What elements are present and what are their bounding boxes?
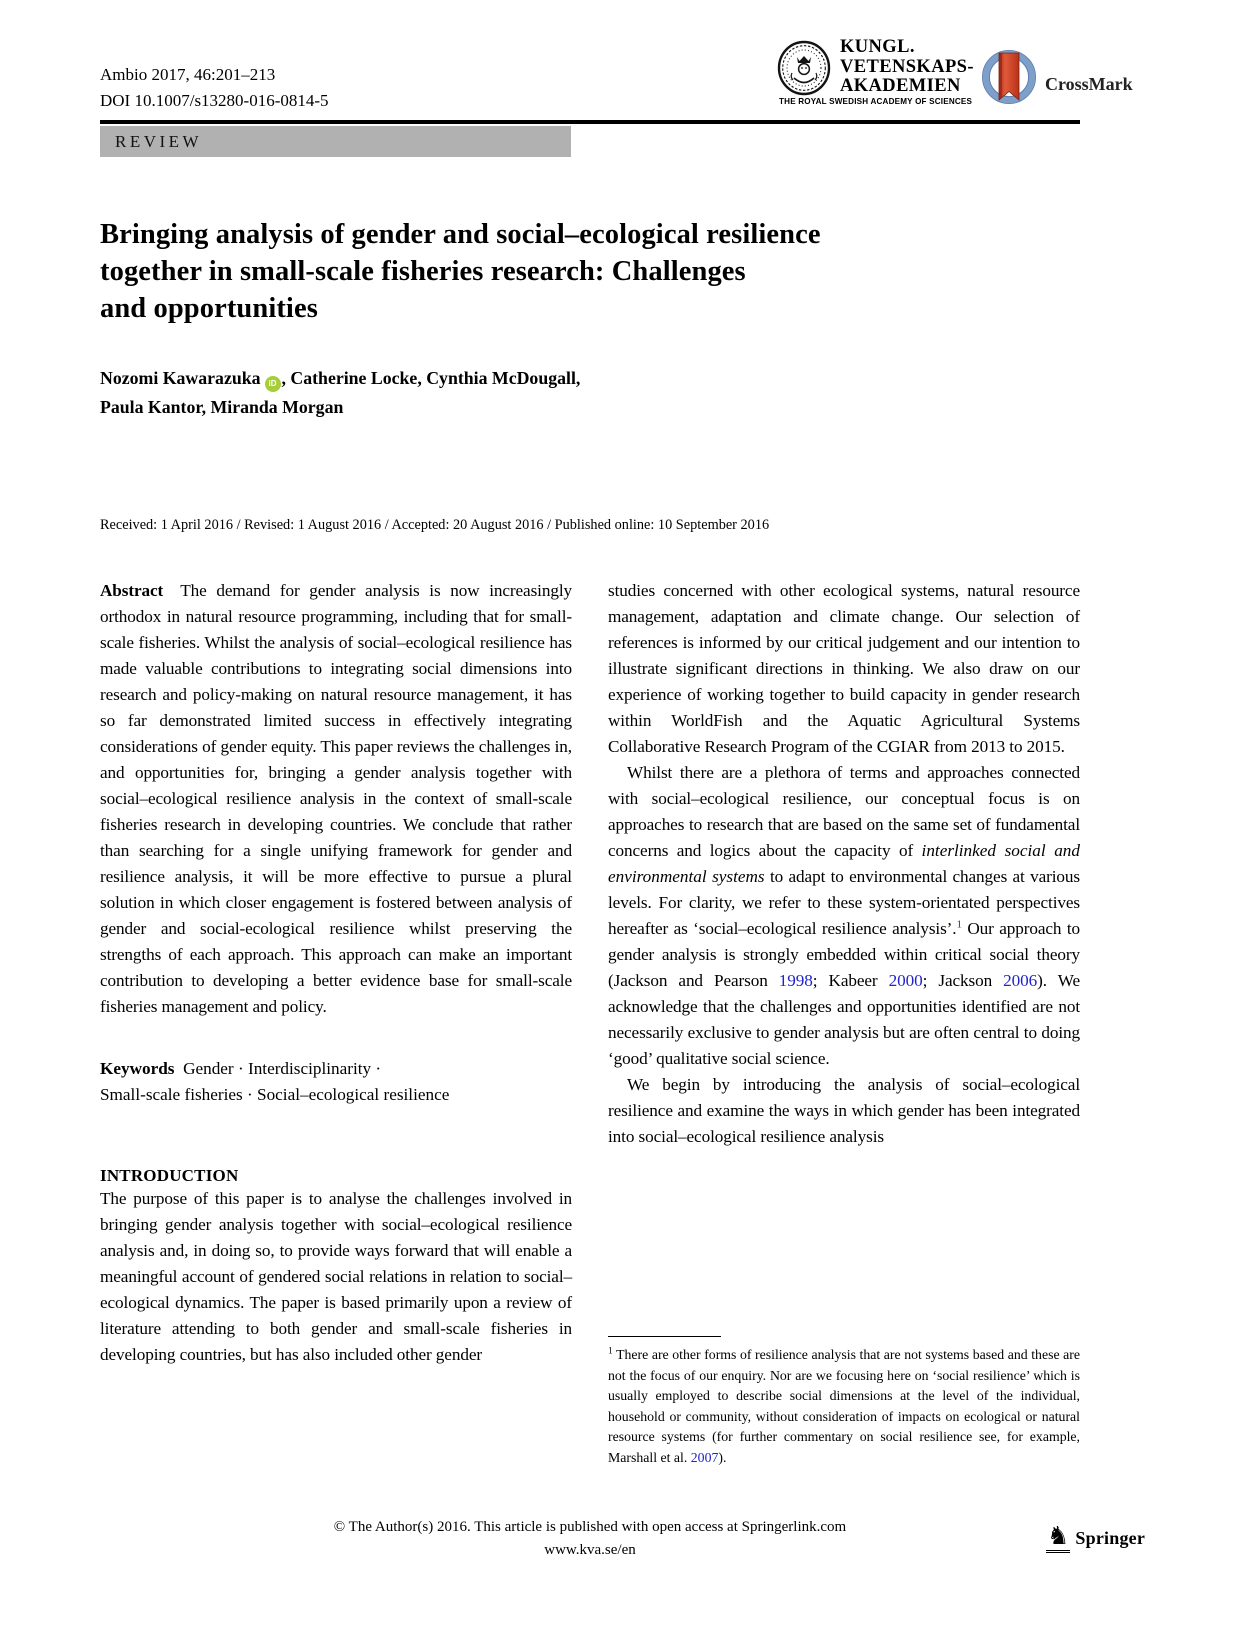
orcid-id-label: iD — [268, 379, 277, 388]
text-segment: ). We acknowledge that the challenges and opportunities identified are not necessarily exclusive to gender analysis but are often central to doing ‘good’ qualitative social science. — [608, 971, 1080, 1068]
paragraph-we-begin: We begin by introducing the analysis of social–ecological resilience and examine the ways in which gender has been integrated into social–ecological resilience analysis — [608, 1075, 1080, 1146]
text-segment: Our approach to gender analysis is strongly embedded within critical social theory (Jackson and Pearson — [608, 919, 1081, 990]
article-title — [100, 216, 821, 327]
left-column — [100, 578, 572, 1538]
right-column — [608, 578, 1080, 1538]
footnote-block — [608, 1336, 1080, 1469]
journal-citation: Ambio 2017, 46:201–213 — [100, 65, 276, 84]
academy-line3: AKADEMIEN — [840, 76, 961, 96]
academy-subtitle: THE ROYAL SWEDISH ACADEMY OF SCIENCES — [779, 97, 973, 106]
copyright-footer — [100, 1516, 1080, 1562]
doi-text: DOI 10.1007/s13280-016-0814-5 — [100, 91, 329, 110]
text-segment: There are other forms of resilience analysis that are not systems based and these are not the focus of our enquiry. Nor are we focusing here on ‘social resilience’ which is usually employed to describe social dimensions at the level of the individual, household or community, without consideration of impacts on ecological or natural resource systems (for further commentary on social resilience see, for example, Marshall et al. — [608, 1347, 1080, 1465]
springer-knight-icon: ♞ — [1046, 1524, 1070, 1553]
citation-block — [100, 62, 329, 114]
text-segment: ). — [718, 1449, 727, 1465]
italic-phrase: interlinked social and environmental systems — [608, 841, 1080, 886]
crossmark-label: CrossMark — [1045, 73, 1133, 94]
authors-line2: Paula Kantor, Miranda Morgan — [100, 397, 344, 417]
crossmark-logo[interactable] — [981, 48, 1133, 110]
article-type-banner: REVIEW — [100, 126, 571, 157]
copyright-line: © The Author(s) 2016. This article is published with open access at Springerlink.com — [333, 1519, 847, 1535]
paragraph-resilience-terms — [608, 760, 1080, 1072]
crossmark-icon — [981, 48, 1037, 110]
header-rule — [100, 120, 1080, 124]
academy-wordmark — [840, 38, 974, 97]
abstract-label: Abstract — [100, 581, 164, 600]
citation-link-2006[interactable]: 2006 — [1003, 971, 1038, 990]
abstract-paragraph — [100, 578, 572, 1020]
keywords-block — [100, 1056, 572, 1108]
authors-line1-rest: , Catherine Locke, Cynthia McDougall, — [281, 368, 581, 388]
text-segment: Whilst there are a plethora of terms and approaches connected with social–ecological resilience, our conceptual focus is on approaches to research that are based on the same set of fundamental concerns and logics about the capacity of — [608, 763, 1080, 860]
footnote-text — [608, 1345, 1080, 1469]
text-segment: ; Kabeer — [812, 971, 889, 990]
academy-line2: VETENSKAPS- — [840, 56, 974, 77]
citation-link-1998[interactable]: 1998 — [778, 971, 813, 990]
orcid-icon[interactable] — [265, 376, 281, 392]
title-line-2: together in small-scale fisheries research: Challenges — [100, 256, 746, 287]
text-segment: to adapt to environmental changes at various levels. For clarity, we refer to these system-orientated perspectives hereafter as ‘social–ecological resilience analysis’. — [608, 867, 1080, 938]
article-body — [100, 578, 1080, 1538]
title-line-3: and opportunities — [100, 293, 318, 324]
footnote-marker: 1 — [608, 1346, 613, 1357]
citation-link-2000[interactable]: 2000 — [888, 971, 923, 990]
keywords-line2: Small-scale fisheries · Social–ecological resilience — [100, 1085, 450, 1104]
article-history: Received: 1 April 2016 / Revised: 1 August 2016 / Accepted: 20 August 2016 / Published online: 10 September 2016 — [100, 517, 770, 533]
kva-url: www.kva.se/en — [544, 1542, 636, 1558]
footnote-ref-link[interactable]: 1 — [956, 918, 962, 931]
introduction-paragraph: The purpose of this paper is to analyse the challenges involved in bringing gender analysis together with social–ecological resilience analysis and, in doing so, to provide ways forward that will enable a meaningful account of gendered social relations in relation to social–ecological dynamics. The paper is based primarily upon a review of literature attending to both gender and small-scale fisheries in developing countries, but has also included other gender — [100, 1189, 572, 1364]
academy-line1: KUNGL. — [840, 37, 915, 57]
keywords-label: Keywords — [100, 1059, 175, 1078]
section-heading-introduction: INTRODUCTION — [100, 1166, 239, 1185]
author-name-first: Nozomi Kawarazuka — [100, 368, 261, 388]
paragraph-continued: studies concerned with other ecological systems, natural resource management, adaptation and climate change. Our selection of references is informed by our critical judgement and our intention to illustrate significant directions in thinking. We also draw on our experience of working together to build capacity in gender research within WorldFish and the Aquatic Agricultural Systems Collaborative Research Program of the CGIAR from 2013 to 2015. — [608, 581, 1080, 756]
abstract-text: The demand for gender analysis is now increasingly orthodox in natural resource programming, including that for small-scale fisheries. Whilst the analysis of social–ecological resilience has made valuable contributions to integrating social dimensions into research and policy-making on natural resource management, it has so far demonstrated limited success in effectively integrating considerations of gender equity. This paper reviews the challenges in, and opportunities for, bringing a gender analysis together with social–ecological resilience analysis in the context of small-scale fisheries research in developing countries. We conclude that rather than searching for a single unifying framework for gender and resilience analysis, it will be more effective to pursue a plural solution in which closer engagement is fostered between analysis of gender and social-ecological resilience whilst preserving the strengths of each approach. This approach can make an important contribution to developing a better evidence base for small-scale fisheries management and policy. — [100, 581, 572, 1016]
royal-academy-seal-icon — [777, 40, 831, 96]
springer-wordmark: Springer — [1075, 1528, 1146, 1548]
author-list — [100, 364, 580, 422]
springer-logo — [1046, 1524, 1145, 1553]
keywords-line1: Gender · Interdisciplinarity · — [183, 1059, 382, 1078]
citation-link-2007[interactable]: 2007 — [690, 1449, 719, 1465]
title-line-1: Bringing analysis of gender and social–ecological resilience — [100, 219, 821, 250]
text-segment: ; Jackson — [922, 971, 1004, 990]
footnote-rule — [608, 1336, 721, 1337]
